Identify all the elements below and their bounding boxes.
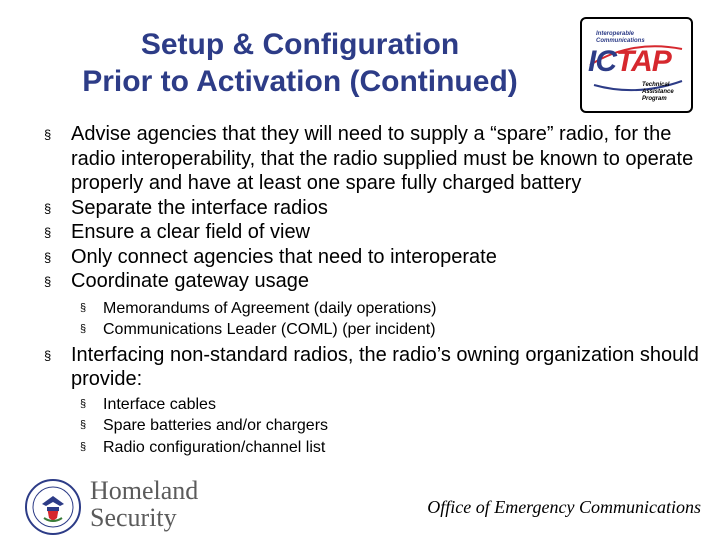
bullet-marker: § [80,301,87,314]
bullet-item [44,122,704,196]
bullet-item [44,269,704,294]
bullet-text: Interfacing non-standard radios, the radio’s owning organization should provide: [71,343,699,390]
bullet-marker: § [44,249,52,265]
bullet-marker: § [80,419,87,431]
bullet-text: Separate the interface radios [71,196,328,219]
bullet-marker: § [80,440,87,453]
bullet-marker: § [44,225,52,240]
sub-bullet-item [80,394,704,416]
sub-bullet-item [80,437,704,459]
sub-bullet-item [80,298,704,320]
bullet-item [44,196,704,221]
bullet-marker: § [44,274,52,289]
title-line-2: Prior to Activation (Continued) [82,65,518,98]
bullet-text: Radio configuration/channel list [103,438,326,456]
logo-ic: IC [588,45,616,78]
bullet-marker: § [44,347,52,363]
bullet-text: Ensure a clear field of view [71,221,311,243]
ictap-logo [580,17,693,113]
bullet-marker: § [44,200,52,216]
bullet-text: Only connect agencies that need to interoperate [71,245,497,268]
bullet-marker: § [80,323,87,335]
homeland-line: Homeland [90,476,199,505]
logo-top-line-1: Interoperable [596,31,635,37]
dhs-seal-icon [24,478,84,536]
bullet-list [44,122,704,458]
homeland-security-wordmark [90,477,198,531]
sub-bullet-item [80,415,704,437]
sub-bullet-item [80,319,704,341]
bullet-marker: § [44,127,52,142]
logo-tap: TAP [616,45,671,78]
bullet-item [44,245,704,270]
logo-top-line-2: Communications [596,38,645,44]
bullet-text: Spare batteries and/or chargers [103,417,329,434]
bullet-item [44,343,704,392]
bullet-text: Advise agencies that they will need to supply a “spare” radio, for the radio interoperability, that the radio supplied must be known to operate properly and have at least one spare fully charged battery [71,123,694,194]
logo-bottom-line-2: Assistance [642,89,674,95]
bullet-text: Memorandums of Agreement (daily operations) [103,299,437,317]
logo-wordmark [588,46,671,78]
bullet-text: Coordinate gateway usage [71,270,309,292]
bullet-marker: § [80,397,87,410]
slide-title [30,26,570,100]
security-line: Security [90,503,177,532]
bullet-text: Interface cables [103,395,216,413]
bullet-item [44,220,704,245]
title-line-1: Setup & Configuration [140,28,460,61]
logo-bottom-line-3: Program [642,96,667,102]
office-name: Office of Emergency Communications [427,497,701,517]
logo-bottom-line-1: Technical [642,82,670,88]
bullet-text: Communications Leader (COML) (per incident) [103,321,436,338]
